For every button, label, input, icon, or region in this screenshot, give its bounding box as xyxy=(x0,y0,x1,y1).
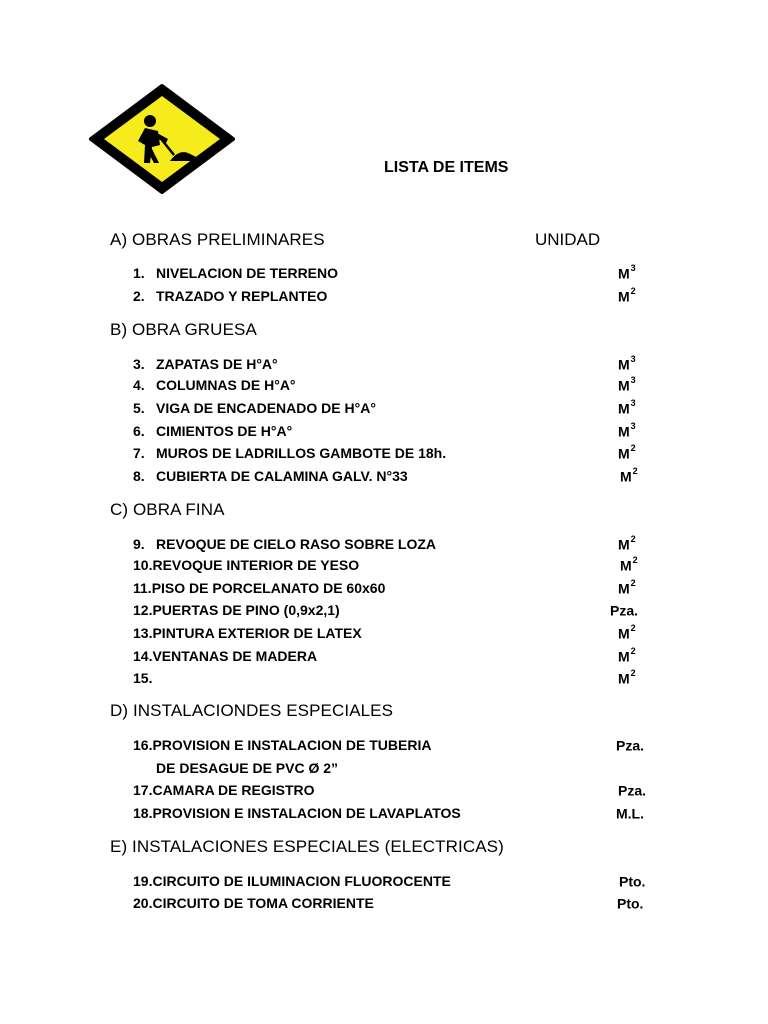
item-unit: $M^3$ xyxy=(618,398,636,417)
section-heading: B) OBRA GRUESA xyxy=(110,320,257,339)
item-unit: $M^3$ xyxy=(618,354,636,373)
unit-column-header: UNIDAD xyxy=(535,230,601,249)
item-unit: Pto. xyxy=(619,873,646,890)
item-description: TRAZADO Y REPLANTEO xyxy=(156,288,328,304)
item-unit: $M^2$ xyxy=(618,668,636,687)
item-unit: Pza. xyxy=(616,737,645,754)
list-item xyxy=(133,670,152,686)
item-unit: $M^2$ xyxy=(618,623,636,642)
item-number: 4. xyxy=(133,377,145,393)
item-number: 6. xyxy=(133,423,145,439)
list-item xyxy=(133,625,362,641)
item-description: 10.REVOQUE INTERIOR DE YESO xyxy=(133,557,360,573)
list-item xyxy=(133,895,374,911)
item-description: 13.PINTURA EXTERIOR DE LATEX xyxy=(133,625,362,641)
item-description: DE DESAGUE DE PVC Ø 2” xyxy=(156,760,339,776)
item-number: 1. xyxy=(133,265,145,281)
item-unit: $M^3$ xyxy=(618,375,636,394)
list-item xyxy=(133,737,431,753)
construction-worker-sign-icon xyxy=(88,83,236,195)
section-heading: D) INSTALACIONDES ESPECIALES xyxy=(110,701,394,720)
item-description: COLUMNAS DE H°A° xyxy=(156,377,296,393)
item-description: ZAPATAS DE H°A° xyxy=(156,356,278,372)
section-heading: E) INSTALACIONES ESPECIALES (ELECTRICAS) xyxy=(110,837,504,856)
item-number: 5. xyxy=(133,400,145,416)
item-description: NIVELACION DE TERRENO xyxy=(156,265,339,281)
list-item xyxy=(133,873,451,889)
item-description: 16.PROVISION E INSTALACION DE TUBERIA xyxy=(133,737,432,753)
item-unit: M.L. xyxy=(616,805,644,822)
item-unit: $M^2$ xyxy=(620,466,638,485)
list-item-continuation xyxy=(156,760,338,776)
item-unit: Pza. xyxy=(618,782,647,799)
section-heading: C) OBRA FINA xyxy=(110,500,225,519)
item-unit: $M^2$ xyxy=(618,534,636,553)
item-number: 2. xyxy=(133,288,145,304)
item-description: 18.PROVISION E INSTALACION DE LAVAPLATOS xyxy=(133,805,461,821)
item-description: VIGA DE ENCADENADO DE H°A° xyxy=(156,400,376,416)
item-number: 3. xyxy=(133,356,145,372)
item-unit: $M^2$ xyxy=(618,443,636,462)
item-description: 19.CIRCUITO DE ILUMINACION FLUOROCENTE xyxy=(133,873,451,889)
item-number: 7. xyxy=(133,445,145,461)
list-item xyxy=(133,602,340,618)
item-description: 11.PISO DE PORCELANATO DE 60x60 xyxy=(133,580,386,596)
list-item xyxy=(133,782,315,798)
item-description: CUBIERTA DE CALAMINA GALV. N°33 xyxy=(156,468,408,484)
item-number: 8. xyxy=(133,468,145,484)
item-description: 14.VENTANAS DE MADERA xyxy=(133,648,318,664)
item-description: MUROS DE LADRILLOS GAMBOTE DE 18h. xyxy=(156,445,447,461)
item-number: 9. xyxy=(133,536,145,552)
item-description: 15. xyxy=(133,670,153,686)
item-unit: $M^2$ xyxy=(618,578,636,597)
item-description: CIMIENTOS DE H°A° xyxy=(156,423,293,439)
list-item xyxy=(133,648,317,664)
item-description: 12.PUERTAS DE PINO (0,9x2,1) xyxy=(133,602,340,618)
item-unit: $M^2$ xyxy=(618,286,636,305)
item-description: 20.CIRCUITO DE TOMA CORRIENTE xyxy=(133,895,374,911)
item-unit: Pto. xyxy=(617,895,644,912)
item-unit: $M^2$ xyxy=(618,646,636,665)
section-heading: A) OBRAS PRELIMINARES xyxy=(110,230,325,249)
item-unit: $M^2$ xyxy=(620,555,638,574)
list-item xyxy=(133,557,359,573)
list-item xyxy=(133,580,385,596)
item-description: REVOQUE DE CIELO RASO SOBRE LOZA xyxy=(156,536,437,552)
page-title: LISTA DE ITEMS xyxy=(384,159,509,176)
item-unit: $M^3$ xyxy=(618,421,636,440)
list-item xyxy=(133,805,461,821)
item-description: 17.CAMARA DE REGISTRO xyxy=(133,782,315,798)
item-unit: Pza. xyxy=(610,602,639,619)
item-unit: $M^3$ xyxy=(618,263,636,282)
